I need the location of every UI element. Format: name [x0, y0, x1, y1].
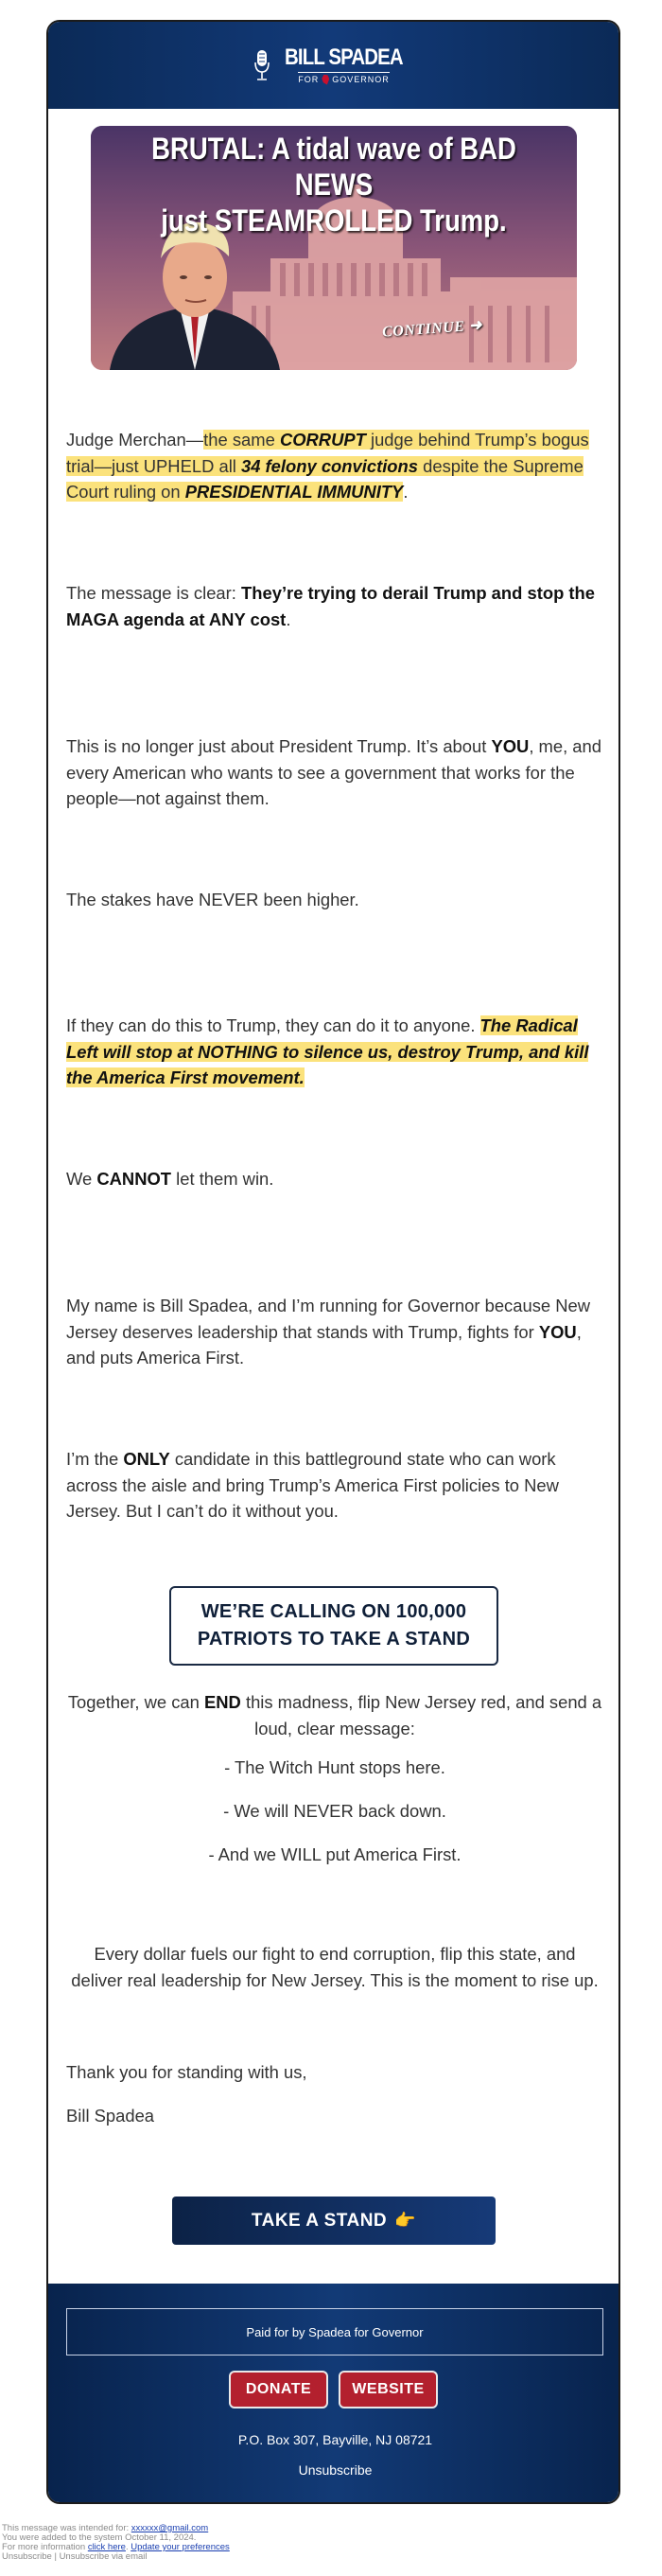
hero-headline-line2: just STEAMROLLED Trump. [161, 203, 507, 238]
p1-text-corrupt: CORRUPT [279, 430, 366, 450]
take-a-stand-button[interactable] [172, 2197, 496, 2245]
p1-text-2: the same [203, 430, 280, 450]
p2-text-bold: They’re trying to derail Trump and stop the MAGA agenda at ANY cost [66, 583, 596, 629]
hero-headline [125, 132, 543, 238]
paragraph-radical-left [66, 1013, 603, 1091]
paragraph-every-dollar: Every dollar fuels our fight to end corruption, flip this state, and deliver real leadership for New Jersey. This is the moment to rise up. [71, 1944, 599, 1990]
paragraph-my-name [66, 1293, 603, 1371]
donate-button[interactable]: DONATE [229, 2371, 328, 2408]
meta-intended-prefix: This message was intended for: [2, 2523, 131, 2533]
take-a-stand-label: TAKE A STAND [251, 2210, 388, 2231]
p6-text-3: let them win. [171, 1169, 274, 1189]
paragraph-about-you [66, 733, 603, 812]
microphone-icon [253, 49, 270, 81]
paragraph-stakes: The stakes have NEVER been higher. [66, 890, 359, 909]
p5-text-1: If they can do this to Trump, they can do it to anyone. [66, 1015, 480, 1035]
logo-subtitle [298, 72, 390, 85]
website-button[interactable]: WEBSITE [339, 2371, 438, 2408]
p3-text-3: , me, and every American who wants to see a government that works for the people—not against them. [66, 736, 601, 808]
p2-text-1: The message is clear: [66, 583, 242, 603]
paid-for-disclaimer: Paid for by Spadea for Governor [66, 2308, 603, 2355]
email-header [48, 22, 618, 109]
footer-unsubscribe-link[interactable]: Unsubscribe [298, 2462, 373, 2478]
meta-email-link[interactable]: xxxxxx@gmail.com [131, 2523, 209, 2533]
mailing-address: P.O. Box 307, Bayville, NJ 08721 [237, 2432, 433, 2447]
paragraph-together [66, 1689, 603, 1741]
meta-unsubscribe-email-link[interactable]: Unsubscribe via email [59, 2551, 148, 2562]
p1-text-immunity: PRESIDENTIAL IMMUNITY [184, 482, 404, 502]
p6-text-cannot: CANNOT [96, 1169, 172, 1189]
p5-text-highlight: The Radical Left will stop at NOTHING to silence us, destroy Trump, and kill the America First movement. [66, 1015, 589, 1087]
p2-text-3: . [286, 609, 291, 629]
bullet-witch-hunt: - The Witch Hunt stops here. [224, 1757, 445, 1777]
callout-line2: PATRIOTS TO TAKE A STAND [197, 1629, 471, 1650]
p7-text-1: My name is Bill Spadea, and I’m running for Governor because New Jersey deserves leadership that stands with Trump, fights for [66, 1296, 591, 1342]
p9-text-3: this madness, flip New Jersey red, and send a loud, clear message: [240, 1692, 602, 1738]
p1-text-1: Judge Merchan— [66, 430, 204, 450]
meta-click-here-link[interactable]: click here [87, 2542, 126, 2552]
p7-text-you: YOU [538, 1321, 577, 1342]
meta-unsubscribe-row [2, 2552, 148, 2563]
p8-text-1: I’m the [66, 1449, 124, 1469]
p1-text-6: despite the Supreme Court ruling on [66, 455, 584, 502]
hero-headline-line1: BRUTAL: A tidal wave of BAD NEWS [151, 132, 516, 202]
callout-line1: WE’RE CALLING ON 100,000 [200, 1601, 467, 1622]
campaign-logo[interactable] [253, 46, 413, 85]
p1-text-8: . [403, 482, 409, 502]
paragraph-only-candidate [66, 1446, 603, 1525]
p1-text-4: judge behind Trump’s bogus trial—just UPHELD all [66, 430, 589, 476]
bullet-never-back-down: - We will NEVER back down. [223, 1801, 446, 1821]
p9-text-end: END [204, 1692, 241, 1712]
meta-pipe: | [51, 2551, 60, 2562]
meta-unsubscribe-link[interactable]: Unsubscribe [2, 2551, 52, 2562]
email-card [46, 20, 620, 2504]
meta-added-date: You were added to the system October 11, 2024. [2, 2532, 197, 2543]
meta-more-info-prefix: For more information [2, 2542, 88, 2552]
paragraph-message-clear [66, 580, 603, 632]
p8-text-only: ONLY [123, 1449, 170, 1469]
paragraph-cannot [66, 1166, 603, 1192]
email-footer [48, 2284, 620, 2504]
paragraph-merchan [66, 427, 603, 505]
callout-box [169, 1586, 498, 1666]
logo-office: GOVERNOR [332, 74, 390, 84]
signature-name: Bill Spadea [66, 2106, 155, 2126]
p1-text-convictions: 34 felony convictions [240, 455, 419, 476]
pointing-hand-icon: 👉 [394, 2211, 417, 2230]
logo-name: BILL SPADEA [285, 44, 403, 70]
p8-text-3: candidate in this battleground state who can work across the aisle and bring Trump’s America First policies to New Jersey. But I can’t do it without you. [66, 1449, 559, 1521]
meta-sep: . [125, 2542, 131, 2552]
signoff-text: Thank you for standing with us, [66, 2062, 307, 2082]
hero-continue-label[interactable]: CONTINUE ➜ [381, 317, 483, 341]
p7-text-3: , and puts America First. [66, 1321, 582, 1367]
p3-text-1: This is no longer just about President Trump. It’s about [66, 736, 492, 756]
p6-text-1: We [66, 1169, 97, 1189]
hero-image[interactable] [91, 126, 577, 370]
p9-text-1: Together, we can [67, 1692, 204, 1712]
bullet-america-first: - And we WILL put America First. [208, 1844, 462, 1864]
logo-for: FOR [298, 74, 320, 84]
meta-preferences-link[interactable]: Update your preferences [131, 2542, 230, 2552]
p3-text-you: YOU [491, 736, 530, 756]
new-jersey-icon [322, 75, 329, 85]
